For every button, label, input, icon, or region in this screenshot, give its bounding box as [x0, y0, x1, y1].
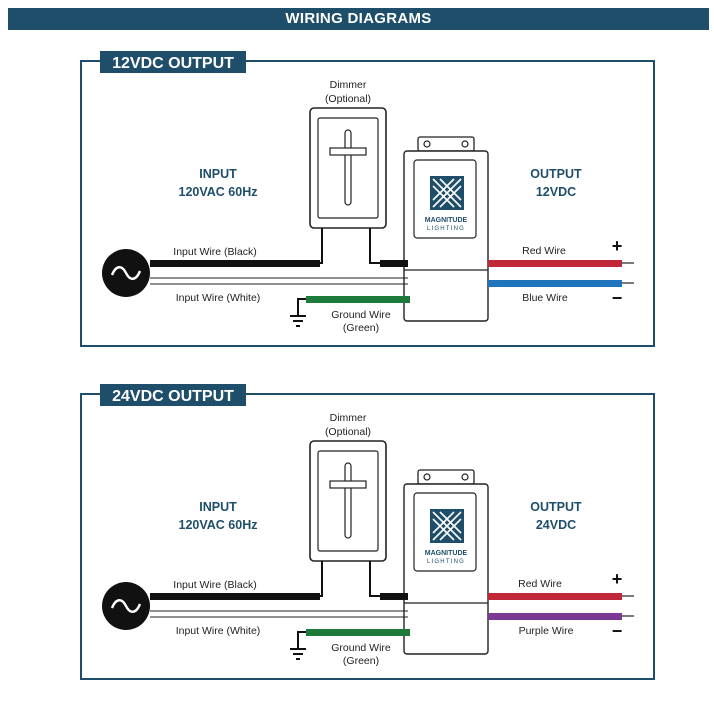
positive-wire-label: Red Wire — [522, 245, 566, 257]
input-heading: INPUT — [199, 500, 237, 514]
dimmer-switch-icon — [310, 441, 386, 561]
magnitude-logo-icon — [425, 176, 468, 232]
input-spec: 120VAC 60Hz — [178, 185, 258, 199]
negative-wire-label: Purple Wire — [518, 625, 574, 637]
red-output-wire — [488, 260, 622, 267]
ac-source-icon — [102, 249, 150, 297]
dimmer-lead-left — [320, 561, 322, 596]
output-spec: 24VDC — [535, 518, 577, 532]
purple-output-wire — [488, 613, 622, 620]
diagram-12vdc — [81, 51, 654, 346]
dimmer-lead-right — [370, 561, 380, 596]
input-spec: 120VAC 60Hz — [178, 518, 258, 532]
page-title: WIRING DIAGRAMS — [8, 8, 709, 30]
ground-lead — [298, 632, 306, 649]
diagram-24vdc — [81, 384, 654, 679]
input-black-wire — [150, 260, 320, 267]
dimmer-optional-label: (Optional) — [324, 426, 372, 438]
ground-symbol-icon — [290, 649, 306, 659]
ground-wire — [306, 629, 410, 636]
output-heading: OUTPUT — [530, 167, 582, 181]
output-heading: OUTPUT — [530, 500, 582, 514]
input-black-label: Input Wire (Black) — [173, 579, 257, 591]
plus-symbol: + — [611, 569, 623, 589]
brand-subtitle: LIGHTING — [427, 559, 465, 565]
brand-name: MAGNITUDE — [424, 217, 468, 224]
ground-wire-label: Ground Wire — [331, 309, 391, 321]
dimmer-label: Dimmer — [329, 412, 367, 424]
ground-lead — [298, 299, 306, 316]
input-white-label: Input Wire (White) — [175, 625, 261, 637]
brand-name: MAGNITUDE — [424, 550, 468, 557]
ac-source-icon — [102, 582, 150, 630]
plus-symbol: + — [611, 236, 623, 256]
brand-subtitle: LIGHTING — [427, 226, 465, 232]
dimmer-label: Dimmer — [329, 79, 367, 91]
ground-wire — [306, 296, 410, 303]
ground-symbol-icon — [290, 316, 306, 326]
minus-symbol: − — [611, 621, 623, 641]
dimmer-lead-left — [320, 228, 322, 263]
dimmer-lead-right — [370, 228, 380, 263]
magnitude-logo-icon — [425, 509, 468, 565]
driver-black-wire — [380, 593, 408, 600]
negative-wire-label: Blue Wire — [522, 292, 568, 304]
input-heading: INPUT — [199, 167, 237, 181]
ground-wire-label: Ground Wire — [331, 642, 391, 654]
output-spec: 12VDC — [535, 185, 577, 199]
blue-output-wire — [488, 280, 622, 287]
ground-color-label: (Green) — [342, 655, 380, 667]
driver-black-wire — [380, 260, 408, 267]
section-title: 24VDC OUTPUT — [112, 388, 234, 405]
input-white-label: Input Wire (White) — [175, 292, 261, 304]
red-output-wire — [488, 593, 622, 600]
input-black-label: Input Wire (Black) — [173, 246, 257, 258]
dimmer-switch-icon — [310, 108, 386, 228]
section-title: 12VDC OUTPUT — [112, 55, 234, 72]
positive-wire-label: Red Wire — [518, 578, 562, 590]
ground-color-label: (Green) — [342, 322, 380, 334]
minus-symbol: − — [611, 288, 623, 308]
input-black-wire — [150, 593, 320, 600]
dimmer-optional-label: (Optional) — [324, 93, 372, 105]
